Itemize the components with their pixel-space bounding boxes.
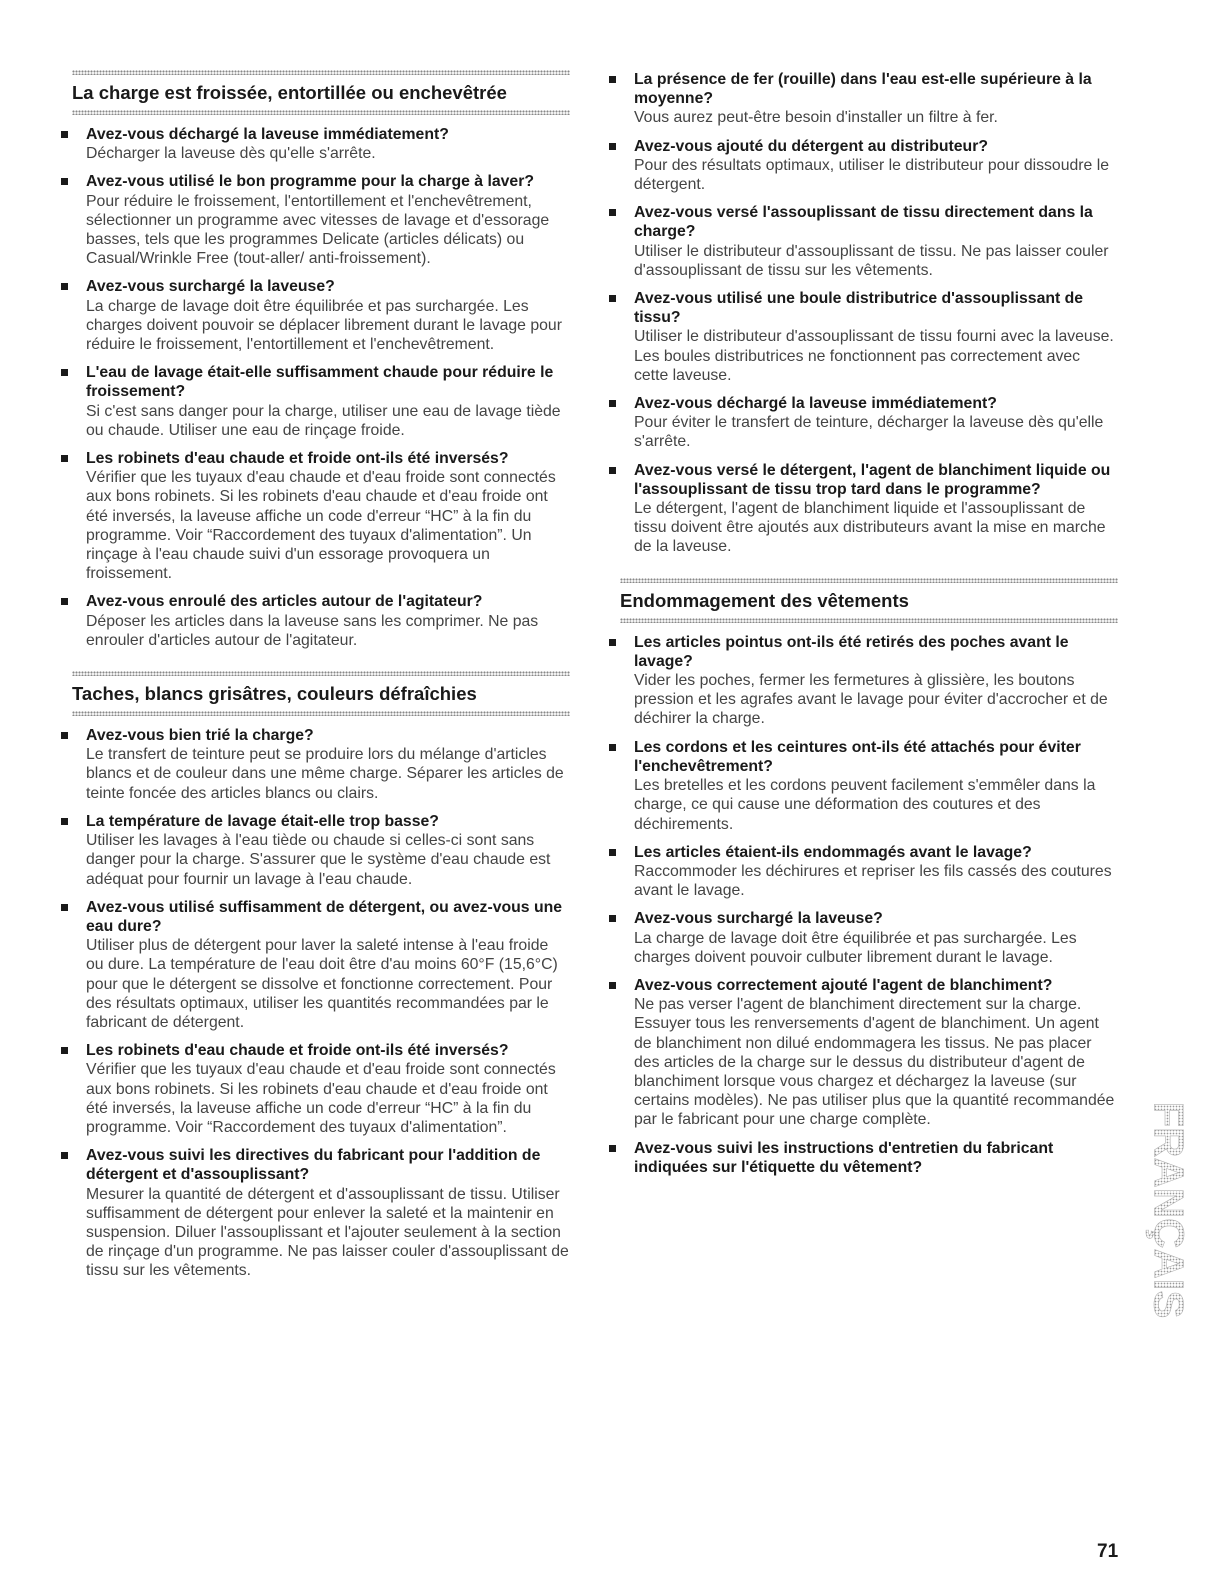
list-item [72, 172, 570, 268]
bullet-icon [61, 598, 68, 605]
list-item [620, 1139, 1118, 1177]
section-title: Endommagement des vêtements [620, 589, 909, 611]
bullet-icon [61, 131, 68, 138]
question: Avez-vous surchargé la laveuse? [86, 278, 335, 296]
question: Avez-vous correctement ajouté l'agent de blanchiment? [634, 976, 1053, 994]
bullet-icon [609, 1145, 616, 1152]
list-item [72, 1146, 570, 1280]
answer: Les bretelles et les cordons peuvent facilement s'emmêler dans la charge, ce qui cause une déformation des coutures et des déchirements. [634, 777, 1096, 833]
question: Avez-vous utilisé une boule distributrice d'assouplissant de tissu? [634, 290, 1084, 327]
answer: Ne pas verser l'agent de blanchiment directement sur la charge. Essuyer tous les renversements d'agent de blanchiment. Un agent de blanchiment non dilué endommagera les tissus. Ne pas placer des articles de la charge sur le dessus du distributeur d'agent de blanchiment lorsque vous chargez et déchargez la laveuse (sur certains modèles). Ne pas utiliser plus que la quantité recommandée par le fabricant pour une charge complète. [634, 996, 1115, 1129]
side-tab-label: FRANÇAIS [1145, 1101, 1193, 1319]
answer: Décharger la laveuse dès qu'elle s'arrête. [86, 145, 376, 163]
question: Les robinets d'eau chaude et froide ont-ils été inversés? [86, 450, 509, 468]
answer: Vérifier que les tuyaux d'eau chaude et d'eau froide sont connectés aux bons robinets. Si les robinets d'eau chaude et d'eau froide ont été inversés, la laveuse affiche un code d'erreur “HC” à la fin du programme. Voir “Raccordement des tuyaux d'alimentation”. [86, 1061, 556, 1136]
question: Avez-vous ajouté du détergent au distributeur? [634, 137, 989, 155]
answer: Pour des résultats optimaux, utiliser le distributeur pour dissoudre le détergent. [634, 156, 1110, 194]
bullet-icon [609, 76, 616, 83]
list-item [72, 812, 570, 889]
list-item [620, 461, 1118, 557]
section-header [72, 671, 570, 716]
bullet-icon [609, 915, 616, 922]
list-item [72, 592, 570, 650]
question: Avez-vous déchargé la laveuse immédiatement? [86, 126, 449, 143]
list-item [72, 277, 570, 354]
question: L'eau de lavage était-elle suffisamment chaude pour réduire le froissement? [86, 364, 554, 401]
bullet-icon [609, 400, 616, 407]
right-column [620, 70, 1118, 1186]
bullet-icon [61, 369, 68, 376]
question: Avez-vous versé l'assouplissant de tissu directement dans la charge? [634, 204, 1093, 241]
question: Avez-vous bien trié la charge? [86, 727, 314, 745]
answer: Raccommoder les déchirures et repriser les fils cassés des coutures avant le lavage. [634, 862, 1112, 900]
question: Avez-vous enroulé des articles autour de l'agitateur? [86, 593, 483, 611]
bullet-icon [61, 1047, 68, 1054]
answer: Mesurer la quantité de détergent et d'assouplissant de tissu. Utiliser suffisamment de détergent pour enlever la saleté et la maintenir en suspension. Diluer l'assouplissant et l'ajouter seulement à la section de rinçage d'un programme. Ne pas laisser couler d'assouplissant de tissu sur les vêtements. [86, 1185, 569, 1280]
bullet-icon [61, 178, 68, 185]
list-item [620, 203, 1118, 280]
answer: Le transfert de teinture peut se produire lors du mélange d'articles blancs et de couleur dans une même charge. Séparer les articles de teinte foncée des articles blancs ou clairs. [86, 746, 564, 802]
answer: Pour éviter le transfert de teinture, décharger la laveuse dès qu'elle s'arrête. [634, 414, 1104, 451]
answer: La charge de lavage doit être équilibrée et pas surchargée. Les charges doivent pouvoir se déplacer librement durant le lavage pour réduire le froissement, l'entortillement et l'enchevêtrement. [86, 297, 562, 354]
question: Avez-vous suivi les instructions d'entretien du fabricant indiquées sur l'étiquette du vêtement? [634, 1139, 1054, 1176]
list-item [620, 70, 1118, 128]
bullet-icon [61, 904, 68, 911]
section-header [620, 578, 1118, 623]
bullet-icon [61, 1152, 68, 1159]
dotted-rule [72, 711, 570, 716]
list-item [620, 843, 1118, 901]
question: Les robinets d'eau chaude et froide ont-ils été inversés? [86, 1042, 509, 1060]
list-item [620, 976, 1118, 1130]
spacer [72, 659, 570, 671]
list-item [72, 1041, 570, 1137]
bullet-icon [61, 732, 68, 739]
answer: Si c'est sans danger pour la charge, utiliser une eau de lavage tiède ou chaude. Utiliser une eau de rinçage froide. [86, 402, 561, 439]
dotted-rule [72, 110, 570, 115]
bullet-icon [609, 982, 616, 989]
bullet-icon [609, 295, 616, 302]
list-item [72, 125, 570, 163]
question: Les cordons et les ceintures ont-ils été attachés pour éviter l'enchevêtrement? [634, 738, 1081, 775]
list-item [72, 449, 570, 583]
section-title: La charge est froissée, entortillée ou enchevêtrée [72, 82, 507, 103]
list-item [620, 289, 1118, 385]
bullet-icon [609, 744, 616, 751]
question: Avez-vous suivi les directives du fabricant pour l'addition de détergent et d'assouplissant? [86, 1147, 541, 1184]
list-item [620, 738, 1118, 834]
question: Les articles pointus ont-ils été retirés des poches avant le lavage? [634, 633, 1069, 670]
bullet-icon [609, 849, 616, 856]
dotted-rule [620, 618, 1118, 623]
answer: Utiliser les lavages à l'eau tiède ou chaude si celles-ci sont sans danger pour la charge. S'assurer que le système d'eau chaude est adéquat pour fournir un lavage à l'eau chaude. [86, 832, 551, 888]
page-number: 71 [1097, 1541, 1119, 1562]
list-item [72, 363, 570, 440]
bullet-icon [609, 209, 616, 216]
bullet-icon [61, 455, 68, 462]
answer: Pour réduire le froissement, l'entortillement et l'enchevêtrement, sélectionner un programme avec vitesses de lavage et d'essorage basses, tels que les programmes Delicate (articles délicats) ou Casual/Wrinkle Free (tout-aller/ anti-froissement). [86, 192, 550, 268]
list-item [620, 137, 1118, 195]
list-item [620, 909, 1118, 967]
answer: La charge de lavage doit être équilibrée et pas surchargée. Les charges doivent pouvoir culbuter librement durant le lavage. [634, 929, 1077, 966]
list-item [620, 394, 1118, 452]
question: La présence de fer (rouille) dans l'eau est-elle supérieure à la moyenne? [634, 71, 1092, 108]
question: La température de lavage était-elle trop basse? [86, 812, 439, 830]
bullet-icon [61, 818, 68, 825]
answer: Utiliser plus de détergent pour laver la saleté intense à l'eau froide ou dure. La température de l'eau doit être d'au moins 60°F (15,6°C) pour que le détergent se dissolve et fonctionne correctement. Pour des résultats optimaux, utiliser les quantités recommandées par le fabricant de détergent. [86, 937, 558, 1031]
section-header [72, 70, 570, 115]
question: Avez-vous versé le détergent, l'agent de blanchiment liquide ou l'assouplissant de tissu trop tard dans le programme? [634, 461, 1111, 498]
answer: Utiliser le distributeur d'assouplissant de tissu fourni avec la laveuse. Les boules distributrices ne fonctionnent pas correctement avec cette laveuse. [634, 328, 1114, 384]
list-item [72, 726, 570, 803]
answer: Utiliser le distributeur d'assouplissant de tissu. Ne pas laisser couler d'assouplissant de tissu sur les vêtements. [634, 242, 1109, 279]
answer: Vérifier que les tuyaux d'eau chaude et d'eau froide sont connectés aux bons robinets. Si les robinets d'eau chaude et d'eau froide ont été inversés, la laveuse affiche un code d'erreur “HC” à la fin du programme. Voir “Raccordement des tuyaux d'alimentation”. Un rinçage à l'eau chaude suivi d'un essorage provoquera un froissement. [86, 469, 556, 583]
left-column [72, 70, 570, 1290]
question: Avez-vous déchargé la laveuse immédiatement? [634, 395, 997, 413]
language-side-tab [1145, 1085, 1193, 1335]
bullet-icon [609, 639, 616, 646]
list-item [72, 898, 570, 1032]
answer: Vous aurez peut-être besoin d'installer un filtre à fer. [634, 109, 998, 127]
answer: Le détergent, l'agent de blanchiment liquide et l'assouplissant de tissu doivent être ajoutés aux distributeurs avant la mise en marche de la laveuse. [634, 500, 1106, 556]
answer: Vider les poches, fermer les fermetures à glissière, les boutons pression et les agrafes avant le lavage pour éviter d'accrocher et de déchirer la charge. [634, 672, 1108, 728]
bullet-icon [61, 283, 68, 290]
answer: Déposer les articles dans la laveuse sans les comprimer. Ne pas enrouler d'articles autour de l'agitateur. [86, 612, 539, 649]
section-title: Taches, blancs grisâtres, couleurs défraîchies [72, 683, 477, 705]
spacer [620, 566, 1118, 578]
bullet-icon [609, 143, 616, 150]
question: Avez-vous surchargé la laveuse? [634, 910, 883, 928]
bullet-icon [609, 467, 616, 474]
question: Les articles étaient-ils endommagés avant le lavage? [634, 843, 1032, 861]
question: Avez-vous utilisé le bon programme pour la charge à laver? [86, 173, 534, 191]
question: Avez-vous utilisé suffisamment de détergent, ou avez-vous une eau dure? [86, 898, 563, 935]
list-item [620, 633, 1118, 729]
